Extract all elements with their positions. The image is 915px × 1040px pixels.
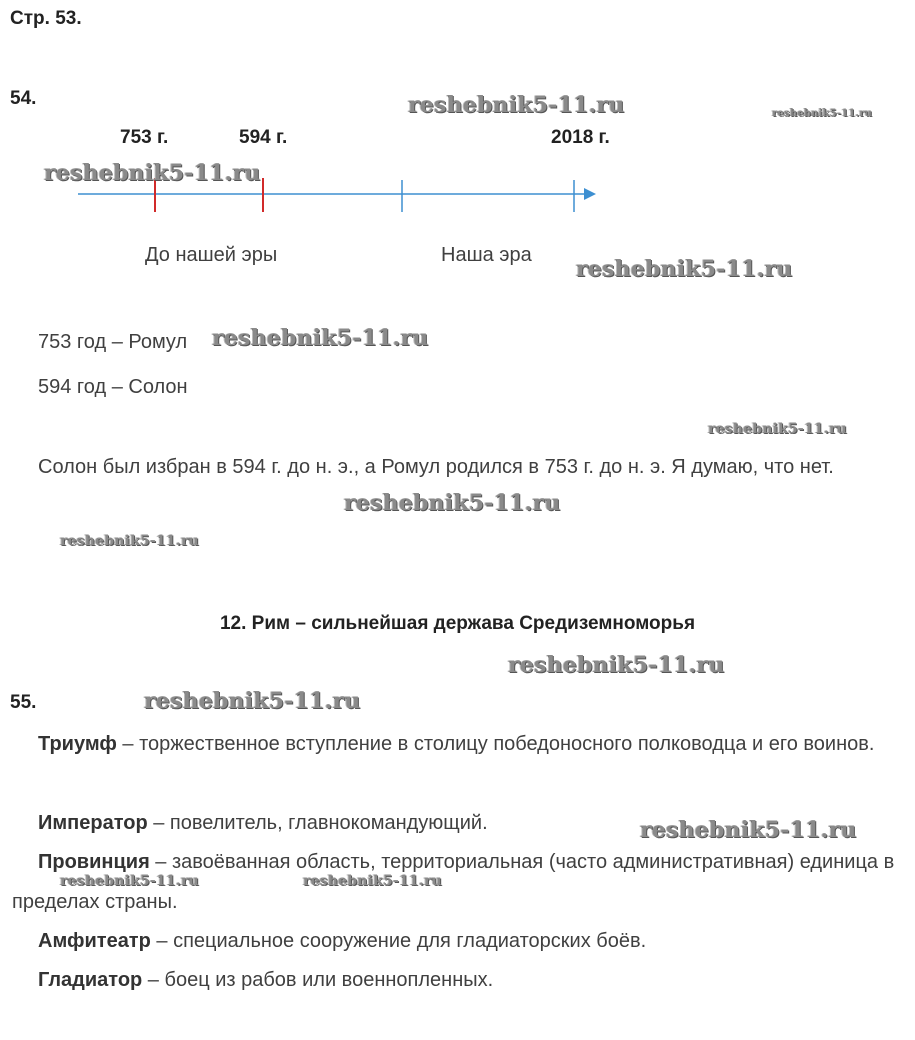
task-54-number: 54.	[10, 88, 37, 109]
watermark: reshebnik5-11.ru	[508, 652, 725, 678]
watermark: reshebnik5-11.ru	[212, 325, 429, 351]
term: Император	[38, 812, 148, 834]
era-bc-label: До нашей эры	[145, 244, 278, 266]
term-definition: – специальное сооружение для гладиаторских боёв.	[150, 930, 647, 952]
watermark: reshebnik5-11.ru	[60, 873, 199, 889]
line-solon: 594 год – Солон	[38, 376, 188, 398]
term: Триумф	[38, 733, 117, 755]
timeline-label-753: 753 г.	[120, 127, 169, 148]
definition-amphitheatre	[12, 921, 907, 961]
line-romulus: 753 год – Ромул	[38, 331, 188, 353]
term: Гладиатор	[38, 969, 143, 991]
definition-triumph	[12, 724, 907, 764]
watermark: reshebnik5-11.ru	[303, 873, 442, 889]
term-definition: – торжественное вступление в столицу победоносного полководца и его воинов.	[116, 733, 875, 755]
term-definition: – повелитель, главнокомандующий.	[147, 812, 488, 834]
watermark: reshebnik5-11.ru	[576, 256, 793, 282]
timeline-arrow-icon	[584, 188, 596, 200]
era-ad-label: Наша эра	[441, 244, 532, 266]
term: Амфитеатр	[38, 930, 151, 952]
task-55-number: 55.	[10, 692, 37, 713]
watermark: reshebnik5-11.ru	[772, 108, 873, 119]
section-title: 12. Рим – сильнейшая держава Средиземноморья	[219, 613, 696, 634]
term-definition: – завоёванная область, территориальная (часто административная) единица в пределах страны.	[12, 851, 895, 913]
watermark: reshebnik5-11.ru	[144, 688, 361, 714]
watermark: reshebnik5-11.ru	[408, 92, 625, 118]
watermark: reshebnik5-11.ru	[640, 817, 857, 843]
watermark: reshebnik5-11.ru	[60, 533, 199, 549]
timeline-label-2018: 2018 г.	[551, 127, 610, 148]
term-definition: – боец из рабов или военнопленных.	[142, 969, 494, 991]
term: Провинция	[38, 851, 150, 873]
watermark: reshebnik5-11.ru	[708, 421, 847, 437]
timeline-label-594: 594 г.	[239, 127, 288, 148]
definition-gladiator	[12, 960, 907, 1000]
watermark: reshebnik5-11.ru	[344, 490, 561, 516]
watermark: reshebnik5-11.ru	[44, 160, 261, 186]
answer-paragraph: Солон был избран в 594 г. до н. э., а Ромул родился в 753 г. до н. э. Я думаю, что нет.	[38, 456, 834, 478]
page-header: Стр. 53.	[10, 8, 82, 29]
